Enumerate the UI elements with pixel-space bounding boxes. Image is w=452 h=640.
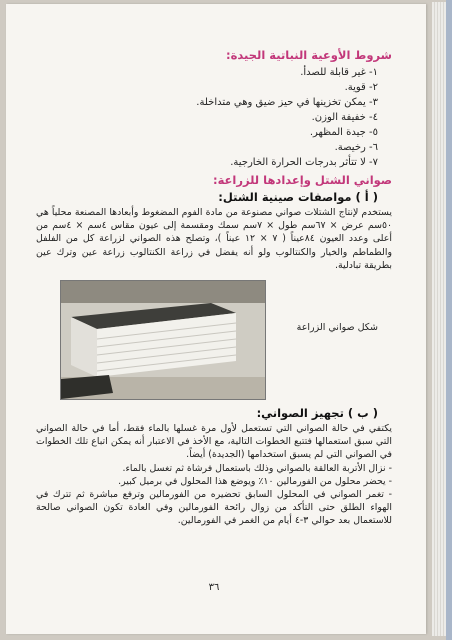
list-item: ٥- جيدة المظهر. xyxy=(309,127,378,138)
list-item: - نزال الأتربة العالقة بالصواني وذلك باستعمال فرشاة ثم تغسل بالماء. xyxy=(122,462,392,474)
list-item: - تغمر الصواني في المحلول السابق تحضيره من الفورمالين وترفع مباشرة ثم تترك في الهواء الطلق حتى التأكد من زوال رائحة الفورمالين وفي العادة تكون الصواني صالحة للاستعمال بعد حوالي ٣-٤ أيام من الغمر في الفورمالين. xyxy=(36,489,392,527)
list-item: ٢- قوية. xyxy=(344,82,378,93)
page-content xyxy=(36,48,393,593)
specs-paragraph: يستخدم لإنتاج الشتلات صواني مصنوعة من مادة الفوم المضغوط وأبعادها المصنعة محلياً هي ٥٠سم عرض × ٦٧سم طول × ٧سم سمك ومقسمة إلى عيون مقاس ٤سم × ٤سم من أعلى وعدد العيون ٨٤عيناً ( ٧ × ١٢ عيناً )، وتصلح هذه الصواني لزراعة كل من الفلفل والطماطم والخيار والكنتالوب ولو أنه يفضل في زراعة الكنتالوب زراعة عين وترك عين بطريقة تبادلية. xyxy=(36,207,393,271)
requirements-title: شروط الأوعية النباتية الجيدة: xyxy=(226,48,392,62)
figure xyxy=(36,280,392,402)
page-number: ٣٦ xyxy=(208,582,220,593)
requirements-list xyxy=(36,65,392,170)
trays-illustration xyxy=(61,281,265,399)
trays-photo xyxy=(60,280,266,400)
subsection-heading-b: ( ب ) تجهيز الصواني: xyxy=(256,406,378,421)
list-item: ٤- خفيفة الوزن. xyxy=(311,112,378,123)
scan-border xyxy=(446,0,452,640)
figure-caption: شكل صواني الزراعة xyxy=(296,322,378,334)
section-title: صواني الشتل وإعدادها للزراعة: xyxy=(212,173,392,187)
list-item: ٧- لا تتأثر بدرجات الحرارة الخارجية. xyxy=(230,157,378,168)
preparation-intro: يكتفي في حالة الصواني التي تستعمل لأول مرة غسلها بالماء فقط، أما في حالة الصواني التي سبق استعمالها فتتبع الخطوات التالية، مع الأخذ في الاعتبار أنه يمكن اتباع تلك الخطوات في الصواني التي لم يسبق استخدامها (الجديدة) أيضاً. xyxy=(36,423,392,461)
list-item: - يحضر محلول من الفورمالين ١٠٪ ويوضع هذا المحلول في برميل كبير. xyxy=(118,475,392,487)
page-edges xyxy=(432,2,446,636)
subsection-heading-a: ( أ ) مواصفات صينية الشتل: xyxy=(218,190,378,204)
list-item: ٦- رخيصة. xyxy=(334,142,378,153)
list-item: ١- غير قابلة للصدأ. xyxy=(300,67,378,78)
preparation-steps xyxy=(36,462,392,528)
list-item: ٣- يمكن تخزينها في حيز ضيق وهي متداخلة. xyxy=(196,97,378,108)
